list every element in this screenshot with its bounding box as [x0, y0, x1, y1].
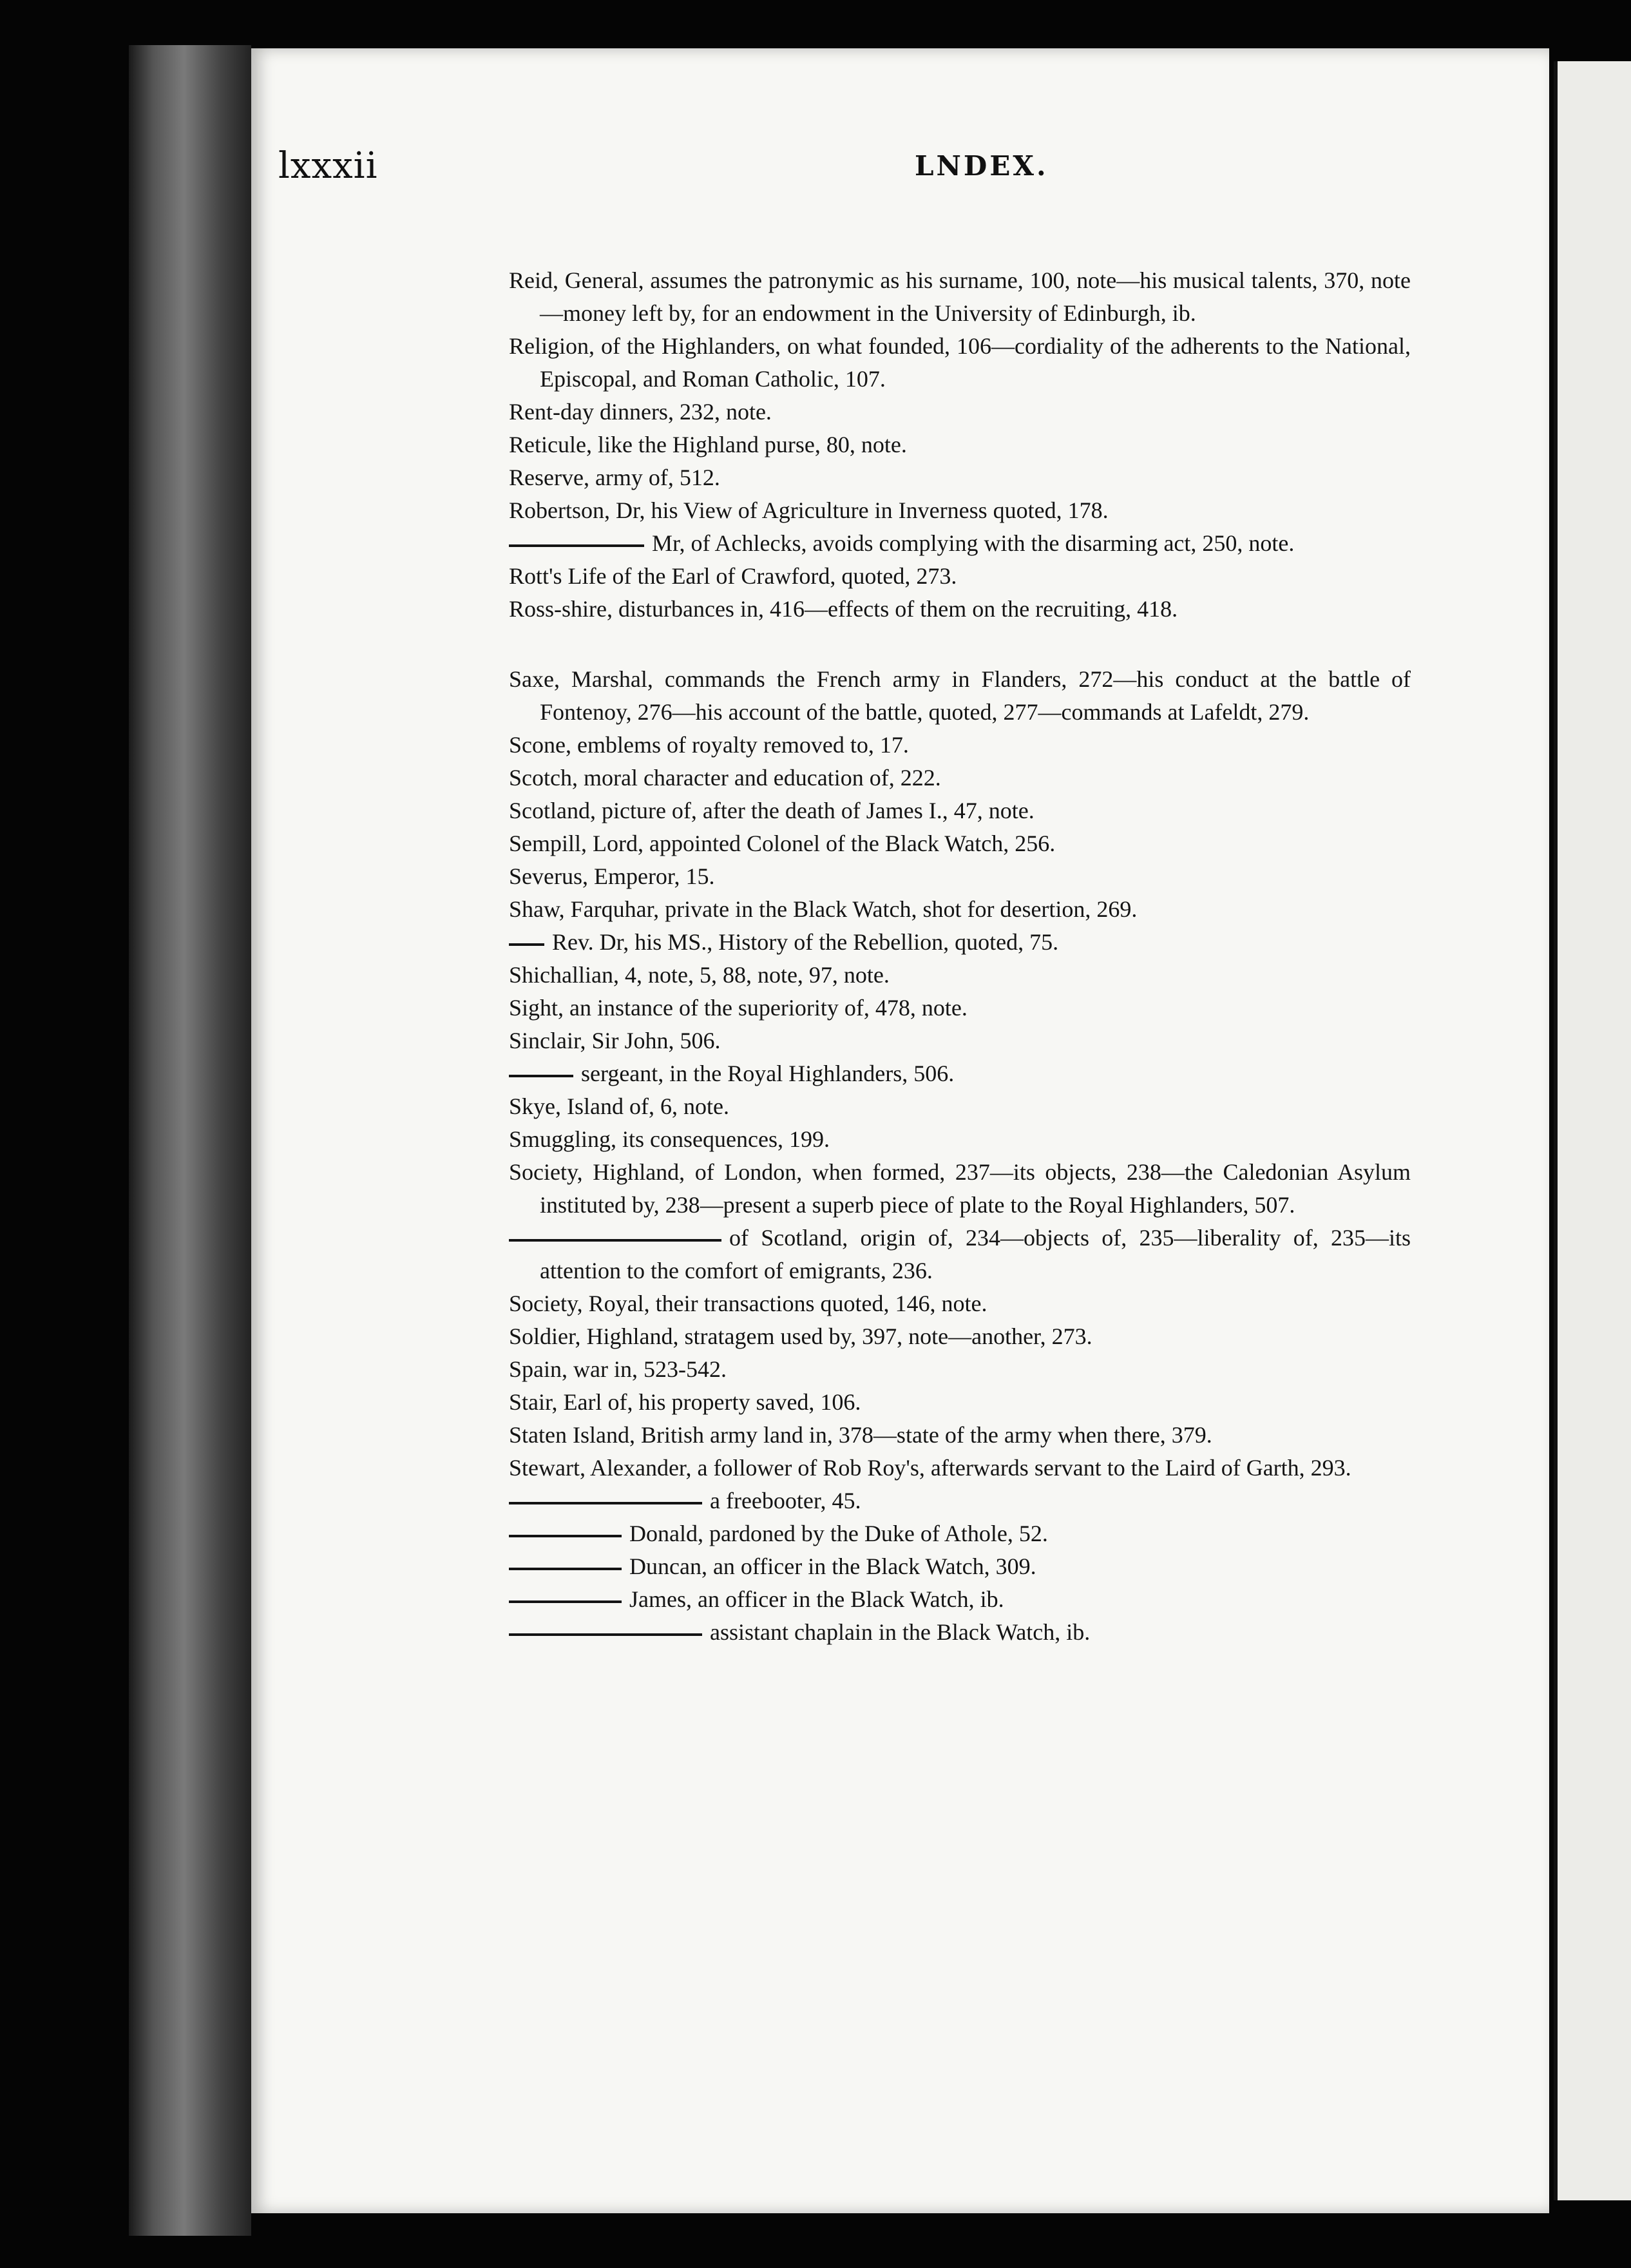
index-entry [509, 893, 1411, 926]
index-entry [509, 1517, 1411, 1550]
index-entry-text: Soldier, Highland, stratagem used by, 397, note—another, 273. [509, 1323, 1092, 1349]
ditto-dash [509, 1075, 573, 1077]
index-entry-text: Skye, Island of, 6, note. [509, 1093, 729, 1119]
index-entry-text: Stair, Earl of, his property saved, 106. [509, 1389, 861, 1415]
index-entry [509, 560, 1411, 593]
index-entry [509, 860, 1411, 893]
index-entry-text: Scone, emblems of royalty removed to, 17. [509, 732, 909, 758]
index-entry-text: of Scotland, origin of, 234—objects of, 235—liberality of, 235—its attention to the comfort of emigrants, 236. [540, 1225, 1411, 1283]
ditto-dash [509, 1535, 622, 1537]
index-entry-text: Society, Royal, their transactions quoted, 146, note. [509, 1291, 987, 1316]
index-entry [509, 494, 1411, 527]
facing-page-edge [1554, 61, 1631, 2200]
index-entry-text: assistant chaplain in the Black Watch, ib. [710, 1619, 1091, 1645]
index-entry-text: Saxe, Marshal, commands the French army in Flanders, 272—his conduct at the battle of Fontenoy, 276—his account of the battle, quoted, 277—commands at Lafeldt, 279. [509, 666, 1411, 725]
index-entry [509, 264, 1411, 330]
index-entry-text: Staten Island, British army land in, 378—state of the army when there, 379. [509, 1422, 1212, 1448]
index-entry [509, 1386, 1411, 1419]
index-entry-text: Duncan, an officer in the Black Watch, 309. [629, 1553, 1036, 1579]
index-entry [509, 794, 1411, 827]
index-entry-text: Spain, war in, 523-542. [509, 1356, 727, 1382]
index-entry-text: Society, Highland, of London, when formed, 237—its objects, 238—the Caledonian Asylum instituted by, 238—present a superb piece of plate to the Royal Highlanders, 507. [509, 1159, 1411, 1218]
index-entry [509, 729, 1411, 762]
index-entry-text: Rott's Life of the Earl of Crawford, quoted, 273. [509, 563, 957, 589]
ditto-dash [509, 1239, 721, 1242]
index-entry-text: sergeant, in the Royal Highlanders, 506. [581, 1061, 955, 1086]
index-entry-text: Severus, Emperor, 15. [509, 863, 715, 889]
index-entry [509, 827, 1411, 860]
index-entry-text: Religion, of the Highlanders, on what founded, 106—cordiality of the adherents to the National, Episcopal, and Roman Catholic, 107. [509, 333, 1411, 392]
index-entry [509, 527, 1411, 560]
index-entry [509, 593, 1411, 626]
index-entry-text: James, an officer in the Black Watch, ib. [629, 1586, 1004, 1612]
ditto-dash [509, 1633, 702, 1636]
ditto-dash [509, 1600, 622, 1603]
running-title: LNDEX. [915, 150, 1049, 182]
index-entry [509, 1287, 1411, 1320]
index-entry-text: Rev. Dr, his MS., History of the Rebellion, quoted, 75. [552, 929, 1059, 955]
index-entry-text: Reserve, army of, 512. [509, 465, 720, 490]
index-entry-text: Mr, of Achlecks, avoids complying with the disarming act, 250, note. [652, 530, 1295, 556]
index-entry-text: Scotch, moral character and education of, 222. [509, 765, 941, 791]
index-entry [509, 1123, 1411, 1156]
index-entry-text: Smuggling, its consequences, 199. [509, 1126, 830, 1152]
index-entry [509, 1156, 1411, 1222]
ditto-dash [509, 544, 644, 547]
index-entry-text: Rent-day dinners, 232, note. [509, 399, 772, 425]
index-entry-text: a freebooter, 45. [710, 1488, 861, 1514]
index-entry-text: Sinclair, Sir John, 506. [509, 1028, 721, 1053]
index-entry [509, 663, 1411, 729]
index-entry [509, 1090, 1411, 1123]
index-entry [509, 1452, 1411, 1485]
index-entry [509, 1550, 1411, 1583]
index-entry-text: Robertson, Dr, his View of Agriculture in Inverness quoted, 178. [509, 497, 1109, 523]
ditto-dash [509, 943, 544, 946]
ditto-dash [509, 1568, 622, 1570]
index-entry [509, 1583, 1411, 1616]
index-entry [509, 1320, 1411, 1353]
index-entries [509, 264, 1411, 1649]
index-entry-text: Shichallian, 4, note, 5, 88, note, 97, note. [509, 962, 890, 988]
index-entry-text: Sempill, Lord, appointed Colonel of the Black Watch, 256. [509, 831, 1056, 856]
book-binding-shadow [129, 45, 251, 2236]
index-entry [509, 762, 1411, 794]
index-entry-text: Reid, General, assumes the patronymic as his surname, 100, note—his musical talents, 370, note—money left by, for an endowment in the University of Edinburgh, ib. [509, 267, 1411, 326]
index-entry [509, 428, 1411, 461]
index-entry [509, 1057, 1411, 1090]
index-entry-text: Reticule, like the Highland purse, 80, note. [509, 432, 907, 457]
index-entry [509, 1024, 1411, 1057]
index-entry-text: Stewart, Alexander, a follower of Rob Roy's, afterwards servant to the Laird of Garth, 293. [509, 1455, 1351, 1481]
page-number: lxxxii [278, 145, 378, 187]
index-entry [509, 396, 1411, 428]
index-entry-text: Donald, pardoned by the Duke of Athole, 52. [629, 1521, 1048, 1546]
index-entry-text: Ross-shire, disturbances in, 416—effects of them on the recruiting, 418. [509, 596, 1178, 622]
index-entry [509, 1353, 1411, 1386]
index-entry [509, 461, 1411, 494]
index-entry [509, 926, 1411, 959]
index-entry [509, 330, 1411, 396]
index-entry-text: Scotland, picture of, after the death of James I., 47, note. [509, 798, 1035, 823]
index-entry-text: Shaw, Farquhar, private in the Black Watch, shot for desertion, 269. [509, 896, 1138, 922]
index-entry [509, 1485, 1411, 1517]
index-entry [509, 992, 1411, 1024]
index-entry-text: Sight, an instance of the superiority of, 478, note. [509, 995, 968, 1021]
index-entry [509, 1419, 1411, 1452]
ditto-dash [509, 1502, 702, 1504]
index-entry [509, 1616, 1411, 1649]
index-entry [509, 959, 1411, 992]
index-entry [509, 1222, 1411, 1287]
